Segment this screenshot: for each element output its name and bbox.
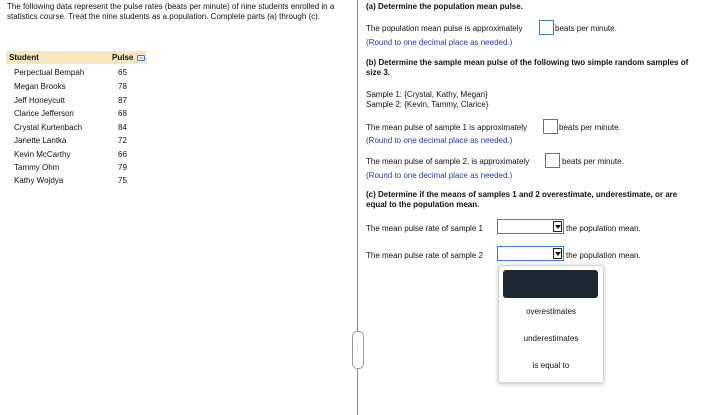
table-row [6, 107, 147, 120]
table-row [6, 94, 147, 107]
divider-drag-handle[interactable] [352, 331, 364, 369]
dropdown-option-blank[interactable] [503, 270, 598, 298]
table-row [6, 80, 147, 93]
comparison-2-select[interactable] [497, 246, 564, 261]
student-name: Perpectual Bempah [14, 68, 85, 77]
drag-grip-icon: ..... [355, 343, 361, 352]
pulse-value: 68 [118, 109, 127, 118]
sample-1-unit: beats per minute. [559, 123, 621, 132]
student-name: Kathy Wojdya [14, 176, 64, 185]
comparison-1-prompt: The mean pulse rate of sample 1 [366, 224, 483, 233]
table-row [6, 148, 147, 161]
pulse-table [6, 51, 147, 185]
sample-1-members: Sample 1: {Crystal, Kathy, Megan} [366, 90, 488, 99]
table-row [6, 134, 147, 147]
table-row [6, 174, 147, 187]
dropdown-option-underestimates[interactable]: underestimates [523, 334, 579, 343]
pulse-value: 84 [118, 123, 127, 132]
table-row [6, 121, 147, 134]
pulse-value: 79 [118, 163, 127, 172]
pulse-value: 72 [118, 136, 127, 145]
part-b-heading-line2: size 3. [366, 68, 391, 77]
sample-2-members: Sample 2: {Kevin, Tammy, Clarice} [366, 100, 489, 109]
problem-intro: The following data represent the pulse rates (beats per minute) of nine students enrolled in a statistics course. Treat the nine students as a population. Complete parts (a) through (c). [7, 2, 335, 21]
population-mean-input[interactable] [539, 20, 554, 35]
part-a-unit: beats per minute. [555, 24, 617, 33]
student-name: Jeff Honeycutt [14, 96, 65, 105]
pulse-value: 75 [118, 176, 127, 185]
dropdown-option-overestimates[interactable]: overestimates [526, 307, 576, 316]
part-b-heading: (b) Determine the sample mean pulse of the following two simple random samples of [366, 58, 689, 67]
table-row [6, 66, 147, 79]
student-name: Tammy Ohm [14, 163, 60, 172]
sample-2-prompt: The mean pulse of sample 2, is approximately [366, 157, 530, 166]
part-c-heading: (c) Determine if the means of samples 1 and 2 overestimate, underestimate, or are [366, 190, 678, 199]
student-name: Kevin McCarthy [14, 150, 71, 159]
pulse-value: 66 [118, 150, 127, 159]
table-row [6, 161, 147, 174]
comparison-1-suffix: the population mean. [566, 224, 641, 233]
comparison-dropdown-menu [498, 265, 604, 383]
comparison-2-prompt: The mean pulse rate of sample 2 [366, 251, 483, 260]
student-name: Crystal Kurtenbach [14, 123, 83, 132]
student-name: Clarice Jefferson [14, 109, 74, 118]
chevron-down-icon[interactable] [553, 221, 562, 232]
sample-1-prompt: The mean pulse of sample 1 is approximately [366, 123, 527, 132]
copy-icon[interactable] [137, 54, 145, 61]
sample-2-mean-input[interactable] [545, 153, 560, 168]
part-a-hint: (Round to one decimal place as needed.) [366, 38, 513, 47]
header-pulse: Pulse [112, 53, 134, 62]
comparison-1-select[interactable] [497, 219, 564, 234]
pulse-value: 78 [118, 82, 127, 91]
pulse-value: 87 [118, 96, 127, 105]
dropdown-option-equal[interactable]: is equal to [532, 361, 570, 370]
chevron-down-icon[interactable] [553, 248, 562, 259]
comparison-2-suffix: the population mean. [566, 251, 641, 260]
sample-2-unit: beats per minute. [562, 157, 624, 166]
pulse-value: 65 [118, 68, 127, 77]
part-a-prompt: The population mean pulse is approximately [366, 24, 523, 33]
table-header [6, 51, 147, 64]
sample-1-hint: (Round to one decimal place as needed.) [366, 136, 513, 145]
header-student: Student [9, 53, 39, 62]
sample-1-mean-input[interactable] [543, 119, 558, 134]
student-name: Janette Lantka [14, 136, 67, 145]
part-a-heading: (a) Determine the population mean pulse. [366, 2, 523, 11]
part-c-heading-line2: equal to the population mean. [366, 200, 480, 209]
sample-2-hint: (Round to one decimal place as needed.) [366, 171, 513, 180]
student-name: Megan Brooks [14, 82, 66, 91]
